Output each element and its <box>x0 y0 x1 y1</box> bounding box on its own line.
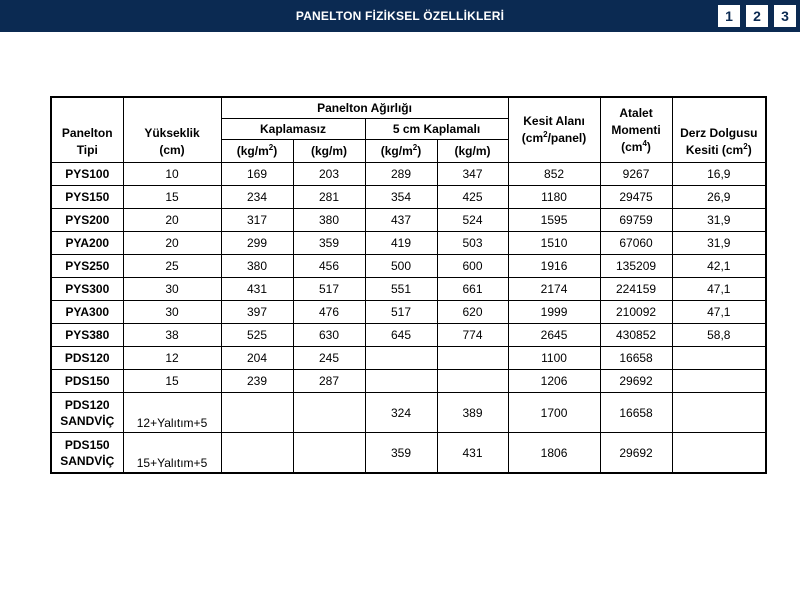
cell-c-kgm: 524 <box>437 209 508 232</box>
cell-u-kgm <box>293 393 365 433</box>
cell-inertia: 29475 <box>600 186 672 209</box>
cell-c-kgm2: 645 <box>365 324 437 347</box>
cell-height: 15 <box>123 186 221 209</box>
header-uncoated: Kaplamasız <box>221 119 365 140</box>
cell-type: PYS300 <box>51 278 123 301</box>
cell-u-kgm2 <box>221 393 293 433</box>
cell-u-kgm2: 397 <box>221 301 293 324</box>
cell-c-kgm2: 354 <box>365 186 437 209</box>
page-3-button[interactable]: 3 <box>774 5 796 27</box>
cell-joint: 58,8 <box>672 324 766 347</box>
header-panel-type: Panelton Tipi <box>51 97 123 163</box>
table-row <box>51 301 766 324</box>
cell-u-kgm2: 525 <box>221 324 293 347</box>
cell-u-kgm: 476 <box>293 301 365 324</box>
cell-u-kgm2: 234 <box>221 186 293 209</box>
cell-type: PYA200 <box>51 232 123 255</box>
cell-c-kgm <box>437 370 508 393</box>
header-height: Yükseklik (cm) <box>123 97 221 163</box>
table-row <box>51 163 766 186</box>
cell-u-kgm2: 204 <box>221 347 293 370</box>
cell-u-kgm2: 299 <box>221 232 293 255</box>
cell-u-kgm2: 380 <box>221 255 293 278</box>
header-inertia-moment: Atalet Momenti $(cm^4)$ <box>600 97 672 163</box>
cell-inertia: 224159 <box>600 278 672 301</box>
cell-section: 2645 <box>508 324 600 347</box>
cell-height: 20 <box>123 232 221 255</box>
cell-inertia: 29692 <box>600 370 672 393</box>
cell-c-kgm: 431 <box>437 433 508 474</box>
cell-height: 25 <box>123 255 221 278</box>
cell-section: 1916 <box>508 255 600 278</box>
cell-section: 1180 <box>508 186 600 209</box>
cell-c-kgm2: 500 <box>365 255 437 278</box>
cell-u-kgm: 359 <box>293 232 365 255</box>
cell-inertia: 16658 <box>600 347 672 370</box>
cell-u-kgm: 281 <box>293 186 365 209</box>
cell-c-kgm: 503 <box>437 232 508 255</box>
cell-type: PDS150 SANDVİÇ <box>51 433 123 474</box>
cell-section: 1100 <box>508 347 600 370</box>
cell-u-kgm: 456 <box>293 255 365 278</box>
cell-inertia: 29692 <box>600 433 672 474</box>
cell-joint <box>672 347 766 370</box>
cell-inertia: 16658 <box>600 393 672 433</box>
cell-u-kgm2: 169 <box>221 163 293 186</box>
cell-height: 15 <box>123 370 221 393</box>
page-title: PANELTON FİZİKSEL ÖZELLİKLERİ <box>295 9 505 23</box>
cell-inertia: 67060 <box>600 232 672 255</box>
cell-u-kgm2: 239 <box>221 370 293 393</box>
cell-section: 1999 <box>508 301 600 324</box>
cell-height: 30 <box>123 278 221 301</box>
header-bar <box>0 0 800 32</box>
cell-type: PDS120 <box>51 347 123 370</box>
page-1-button[interactable]: 1 <box>718 5 740 27</box>
cell-type: PYS150 <box>51 186 123 209</box>
cell-c-kgm2: 517 <box>365 301 437 324</box>
cell-c-kgm: 774 <box>437 324 508 347</box>
cell-c-kgm: 389 <box>437 393 508 433</box>
table-row-sandwich <box>51 433 766 474</box>
cell-u-kgm2: 431 <box>221 278 293 301</box>
cell-u-kgm2 <box>221 433 293 474</box>
cell-type: PYS250 <box>51 255 123 278</box>
cell-c-kgm: 347 <box>437 163 508 186</box>
cell-section: 2174 <box>508 278 600 301</box>
header-coated-kgm2: $(kg/m^2)$ <box>365 140 437 163</box>
header-coated-kgm: (kg/m) <box>437 140 508 163</box>
cell-joint: 42,1 <box>672 255 766 278</box>
header-weight-group: Panelton Ağırlığı <box>221 97 508 119</box>
table-row <box>51 232 766 255</box>
table-row <box>51 324 766 347</box>
cell-section: 1806 <box>508 433 600 474</box>
page-2-button[interactable]: 2 <box>746 5 768 27</box>
cell-joint <box>672 433 766 474</box>
cell-joint: 16,9 <box>672 163 766 186</box>
cell-joint: 47,1 <box>672 278 766 301</box>
cell-height: 12 <box>123 347 221 370</box>
page-navigation <box>718 5 796 27</box>
cell-c-kgm2: 551 <box>365 278 437 301</box>
cell-joint <box>672 370 766 393</box>
cell-u-kgm: 380 <box>293 209 365 232</box>
header-coated: 5 cm Kaplamalı <box>365 119 508 140</box>
header-section-area: Kesit Alanı $(cm^2/panel)$ <box>508 97 600 163</box>
cell-type: PYS380 <box>51 324 123 347</box>
cell-c-kgm: 600 <box>437 255 508 278</box>
cell-c-kgm: 620 <box>437 301 508 324</box>
cell-u-kgm <box>293 433 365 474</box>
table-row <box>51 186 766 209</box>
cell-section: 1595 <box>508 209 600 232</box>
cell-c-kgm2 <box>365 347 437 370</box>
physical-properties-table <box>50 96 767 474</box>
cell-inertia: 210092 <box>600 301 672 324</box>
cell-joint: 31,9 <box>672 209 766 232</box>
cell-joint <box>672 393 766 433</box>
table-row <box>51 255 766 278</box>
cell-inertia: 9267 <box>600 163 672 186</box>
cell-joint: 31,9 <box>672 232 766 255</box>
cell-type: PYS200 <box>51 209 123 232</box>
table-row-sandwich <box>51 393 766 433</box>
cell-height: 38 <box>123 324 221 347</box>
table-row <box>51 347 766 370</box>
cell-type: PDS120 SANDVİÇ <box>51 393 123 433</box>
cell-height: 15+Yalıtım+5 <box>123 433 221 474</box>
cell-inertia: 430852 <box>600 324 672 347</box>
cell-height: 30 <box>123 301 221 324</box>
cell-inertia: 135209 <box>600 255 672 278</box>
cell-u-kgm2: 317 <box>221 209 293 232</box>
cell-joint: 47,1 <box>672 301 766 324</box>
cell-c-kgm2 <box>365 370 437 393</box>
cell-height: 20 <box>123 209 221 232</box>
cell-c-kgm: 425 <box>437 186 508 209</box>
cell-section: 1510 <box>508 232 600 255</box>
cell-type: PYS100 <box>51 163 123 186</box>
cell-u-kgm: 203 <box>293 163 365 186</box>
cell-height: 12+Yalıtım+5 <box>123 393 221 433</box>
cell-c-kgm: 661 <box>437 278 508 301</box>
cell-u-kgm: 287 <box>293 370 365 393</box>
cell-section: 852 <box>508 163 600 186</box>
cell-section: 1700 <box>508 393 600 433</box>
cell-u-kgm: 630 <box>293 324 365 347</box>
cell-joint: 26,9 <box>672 186 766 209</box>
table-row <box>51 370 766 393</box>
cell-u-kgm: 245 <box>293 347 365 370</box>
cell-c-kgm2: 289 <box>365 163 437 186</box>
cell-c-kgm2: 324 <box>365 393 437 433</box>
cell-u-kgm: 517 <box>293 278 365 301</box>
table-row <box>51 209 766 232</box>
cell-type: PDS150 <box>51 370 123 393</box>
header-uncoated-kgm: (kg/m) <box>293 140 365 163</box>
cell-c-kgm <box>437 347 508 370</box>
cell-height: 10 <box>123 163 221 186</box>
cell-section: 1206 <box>508 370 600 393</box>
cell-type: PYA300 <box>51 301 123 324</box>
cell-c-kgm2: 419 <box>365 232 437 255</box>
header-uncoated-kgm2: $(kg/m^2)$ <box>221 140 293 163</box>
cell-inertia: 69759 <box>600 209 672 232</box>
cell-c-kgm2: 359 <box>365 433 437 474</box>
header-joint-fill: Derz Dolgusu Kesiti $(cm^2)$ <box>672 97 766 163</box>
cell-c-kgm2: 437 <box>365 209 437 232</box>
table-row <box>51 278 766 301</box>
